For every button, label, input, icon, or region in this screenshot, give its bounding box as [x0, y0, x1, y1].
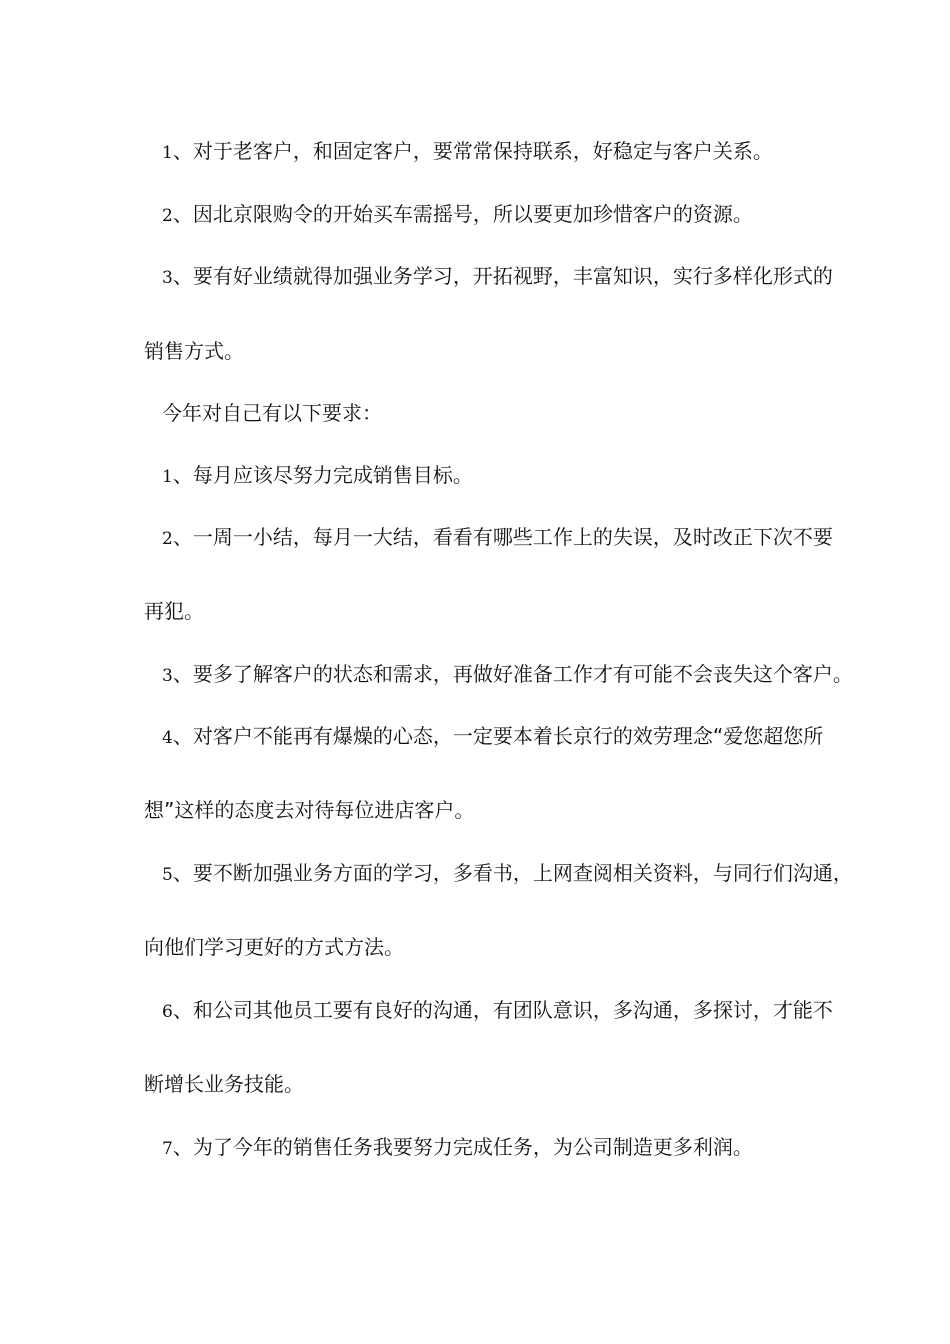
item-number: 1 [162, 467, 173, 487]
paragraph-line-1 [162, 137, 862, 167]
item-number: 4 [162, 728, 173, 748]
paragraph-line-12 [162, 859, 862, 889]
line-text: 、因北京限购令的开始买车需摇号，所以要更加珍惜客户的资源。 [172, 202, 753, 226]
item-number: 5 [162, 865, 173, 885]
paragraph-line-9 [162, 660, 862, 690]
line-text: 、为了今年的销售任务我要努力完成任务，为公司制造更多利润。 [172, 1135, 753, 1159]
item-number: 6 [162, 1002, 173, 1022]
line-text: 销售方式。 [144, 339, 244, 363]
paragraph-line-10 [162, 722, 862, 752]
item-number: 1 [162, 143, 173, 163]
line-text: 、对客户不能再有爆燥的心态，一定要本着长京行的效劳理念“爱您超您所 [172, 724, 824, 748]
line-text: 、要不断加强业务方面的学习，多看书，上网查阅相关资料，与同行们沟通， [172, 861, 853, 885]
paragraph-line-6 [162, 461, 862, 491]
item-number: 2 [162, 529, 173, 549]
line-text: 、和公司其他员工要有良好的沟通，有团队意识，多沟通，多探讨，才能不 [172, 998, 833, 1022]
line-text: 再犯。 [144, 599, 204, 623]
paragraph-line-11 [144, 796, 844, 824]
line-text: 、要多了解客户的状态和需求，再做好准备工作才有可能不会丧失这个客户。 [172, 662, 853, 686]
paragraph-line-8 [144, 597, 844, 625]
paragraph-line-4 [144, 337, 844, 365]
paragraph-line-13 [144, 933, 844, 961]
line-text: 、要有好业绩就得加强业务学习，开拓视野，丰富知识，实行多样化形式的 [172, 264, 833, 288]
line-text: 断增长业务技能。 [144, 1072, 304, 1096]
section-heading [162, 399, 862, 427]
line-text: 今年对自己有以下要求： [162, 401, 382, 425]
paragraph-line-3 [162, 262, 862, 292]
line-text: 、一周一小结，每月一大结，看看有哪些工作上的失误，及时改正下次不要 [172, 525, 833, 549]
line-text: 、对于老客户，和固定客户，要常常保持联系，好稳定与客户关系。 [172, 139, 773, 163]
paragraph-line-16 [162, 1133, 862, 1163]
line-text: 、每月应该尽努力完成销售目标。 [172, 463, 473, 487]
line-text: 向他们学习更好的方式方法。 [144, 935, 404, 959]
paragraph-line-7 [162, 523, 862, 553]
line-text: 想”这样的态度去对待每位进店客户。 [144, 798, 475, 822]
item-number: 2 [162, 206, 173, 226]
item-number: 7 [162, 1139, 173, 1159]
item-number: 3 [162, 666, 173, 686]
paragraph-line-2 [162, 200, 862, 230]
paragraph-line-15 [144, 1070, 844, 1098]
item-number: 3 [162, 268, 173, 288]
paragraph-line-14 [162, 996, 862, 1026]
